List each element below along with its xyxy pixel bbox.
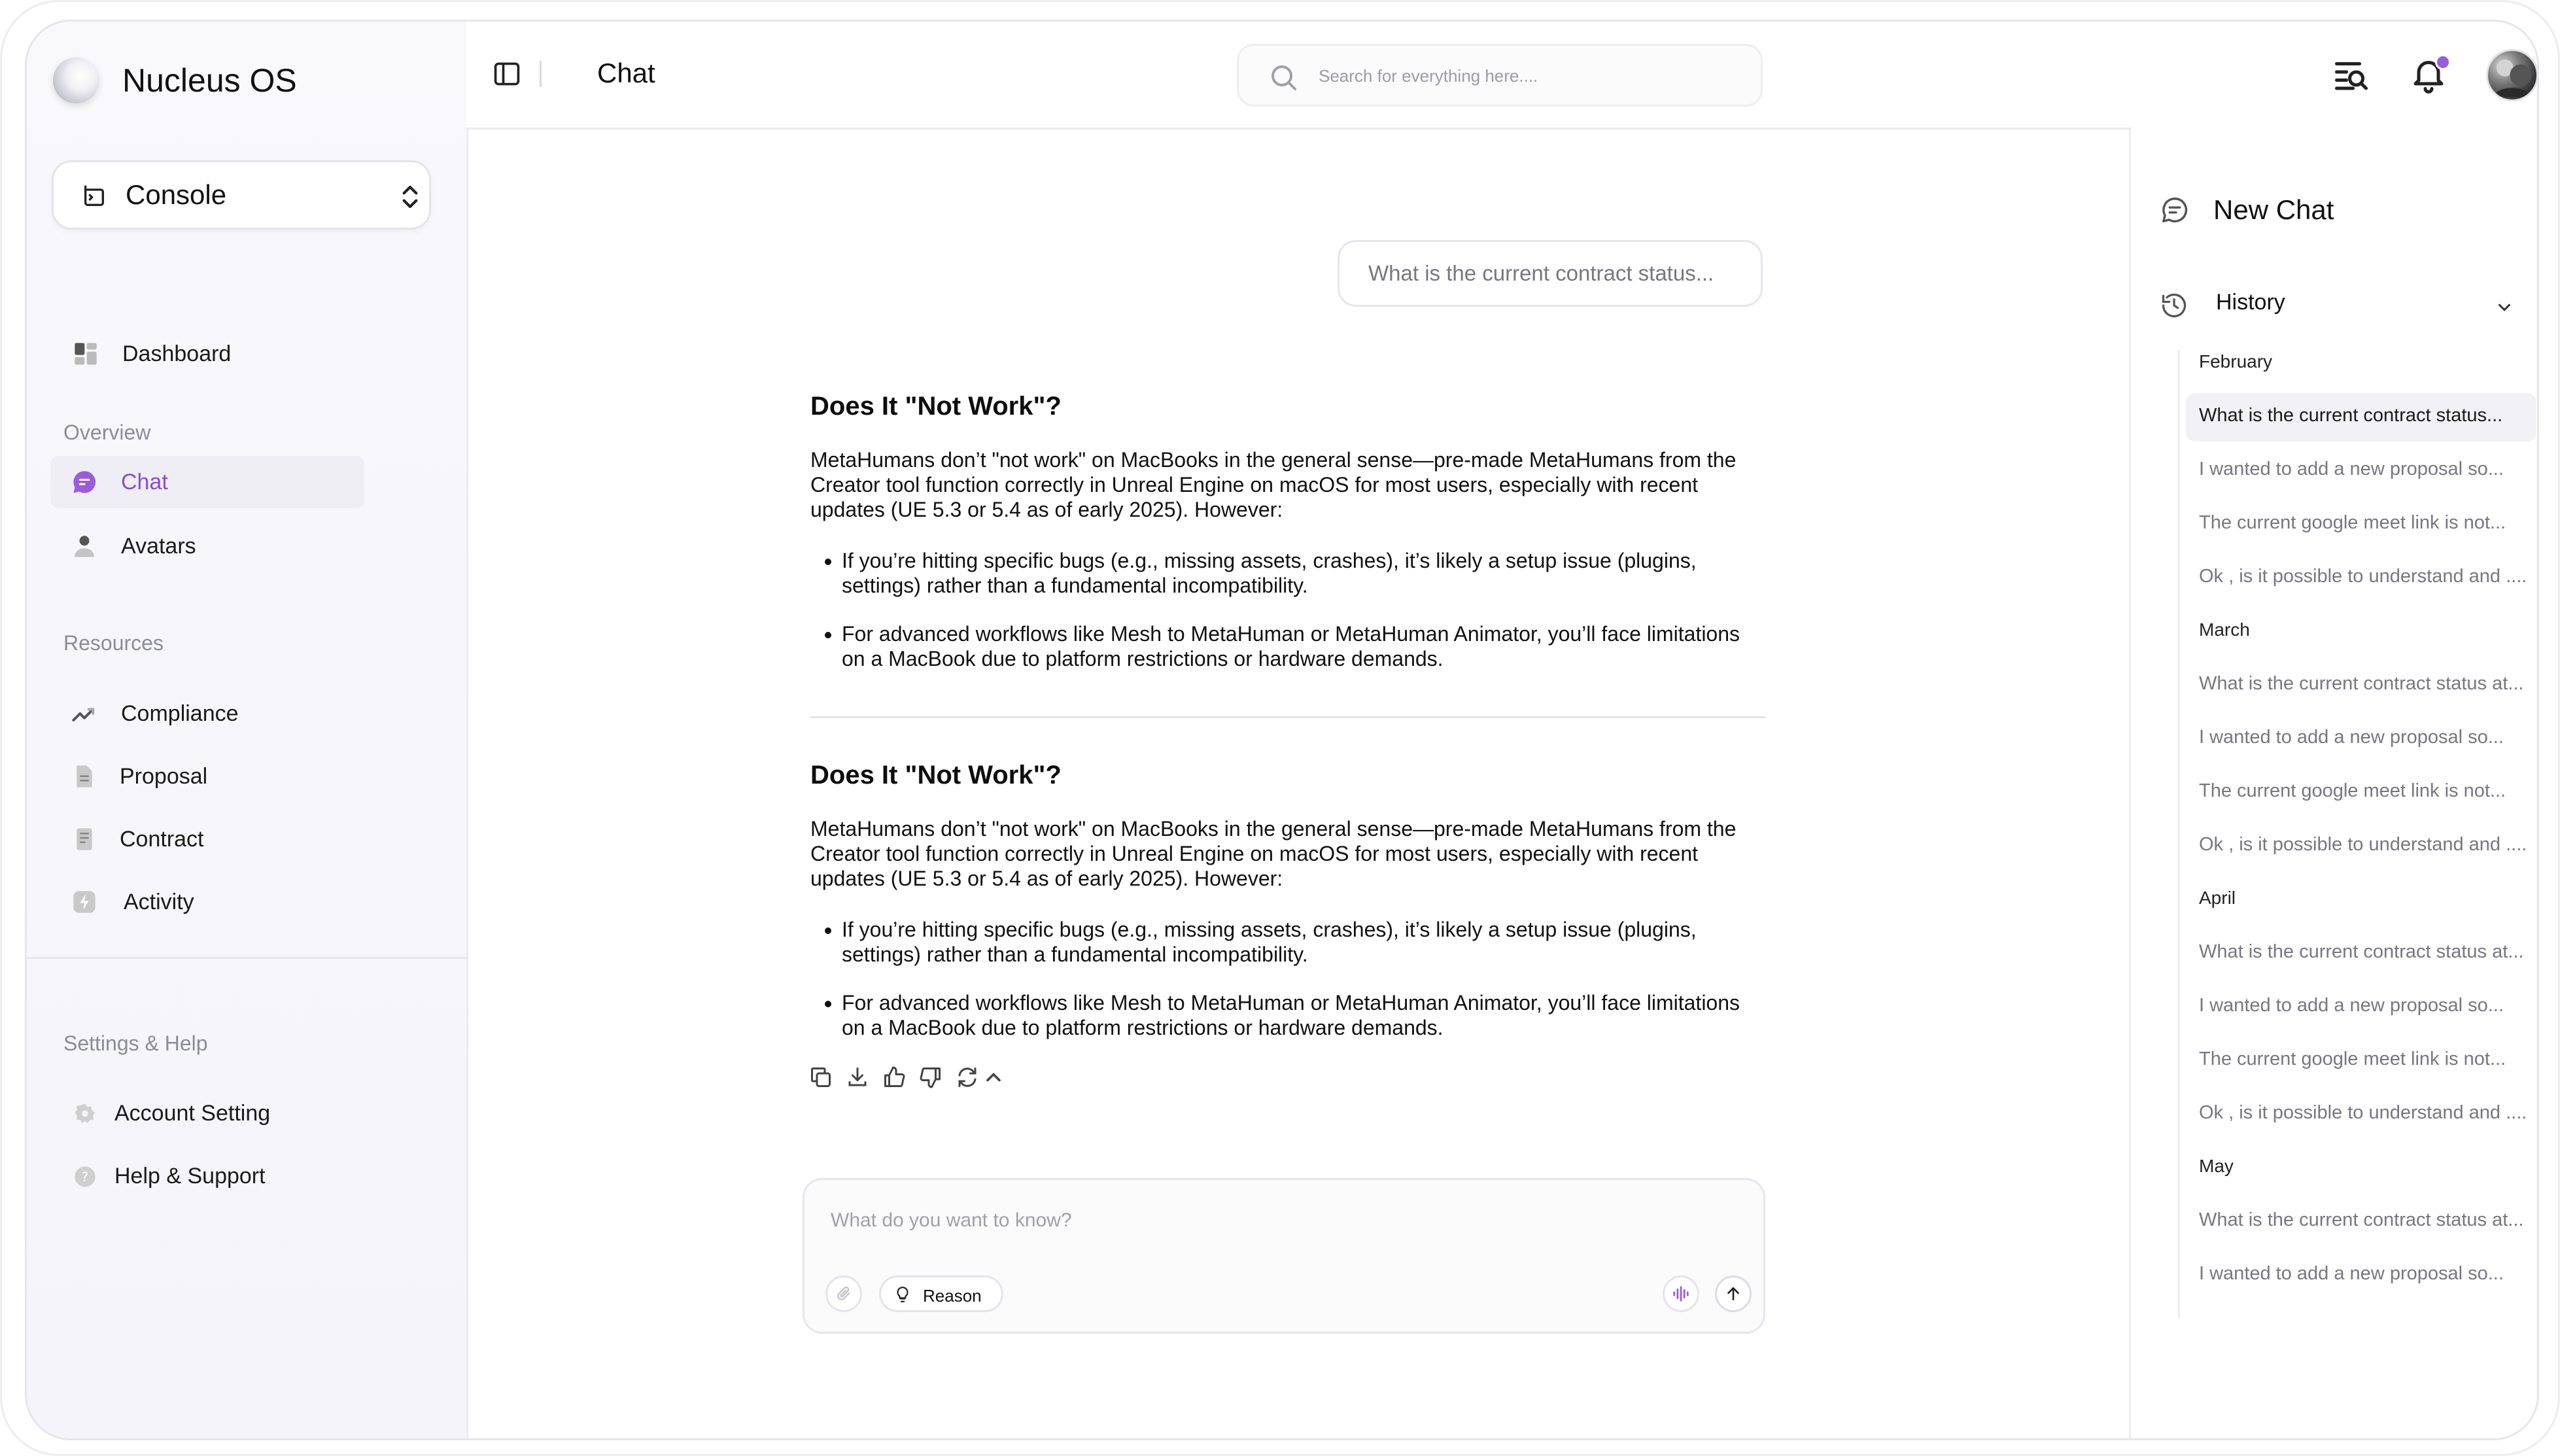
new-chat-button[interactable]: [2160, 194, 2334, 226]
contract-icon: [71, 826, 97, 852]
send-button[interactable]: [1715, 1275, 1752, 1312]
sidebar-item-contract[interactable]: [71, 826, 204, 852]
arrow-up-icon: [1725, 1285, 1742, 1302]
history-item[interactable]: The current google meet link is not...: [2199, 780, 2506, 801]
history-item[interactable]: I wanted to add a new proposal so...: [2199, 995, 2504, 1016]
sidebar-item-help-support[interactable]: [74, 1164, 266, 1189]
answer-bullet: • If you’re hitting specific bugs (e.g., missing assets, crashes), it’s likely a setup issue (plugins, settings) rather than a fundamental incompatibility.: [842, 917, 1765, 967]
sidebar-toggle-icon[interactable]: [493, 60, 521, 88]
new-chat-label: New Chat: [2213, 194, 2334, 225]
history-month: April: [2199, 888, 2236, 908]
answer-bullet-list: [810, 917, 1765, 1040]
brand-name: Nucleus OS: [122, 62, 297, 99]
voice-button[interactable]: [1663, 1275, 1699, 1312]
history-toggle[interactable]: [2160, 288, 2513, 321]
download-icon[interactable]: [846, 1066, 869, 1089]
sidebar-item-compliance[interactable]: [71, 701, 239, 727]
search-box[interactable]: [1237, 44, 1763, 107]
history-item[interactable]: What is the current contract status at...: [2199, 1209, 2524, 1230]
history-item[interactable]: Ok , is it possible to understand and ....: [2199, 566, 2527, 587]
sidebar-item-label: Contract: [120, 826, 204, 852]
history-clock-icon: [2160, 291, 2188, 320]
answer-bullet: • For advanced workflows like Mesh to MetaHuman or MetaHuman Animator, you’ll face limitations on a MacBook due to platform restrictions or hardware demands.: [842, 621, 1765, 671]
dashboard-icon: [73, 341, 99, 367]
history-item[interactable]: I wanted to add a new proposal so...: [2199, 1263, 2504, 1284]
user-avatar[interactable]: [2486, 49, 2538, 101]
brand[interactable]: [53, 58, 297, 103]
sidebar-item-label: Dashboard: [122, 341, 232, 366]
answer-bullet: • If you’re hitting specific bugs (e.g., missing assets, crashes), it’s likely a setup issue (plugins, settings) rather than a fundamental incompatibility.: [842, 548, 1765, 598]
sidebar-item-label: Avatars: [121, 533, 196, 559]
help-icon: [74, 1166, 96, 1188]
thumbs-down-icon[interactable]: [919, 1066, 943, 1089]
history-item[interactable]: The current google meet link is not...: [2199, 1049, 2506, 1069]
chat-bubble-icon: [2160, 195, 2190, 225]
history-item[interactable]: I wanted to add a new proposal so...: [2199, 727, 2504, 748]
sidebar-item-label: Activity: [124, 889, 194, 914]
chat-icon: [71, 469, 97, 495]
notification-badge: [2435, 54, 2451, 70]
sidebar-item-activity[interactable]: [71, 889, 194, 915]
history-month: May: [2199, 1156, 2234, 1176]
sidebar-item-label: Proposal: [120, 763, 208, 789]
copy-icon[interactable]: [809, 1066, 833, 1089]
brand-logo-icon: [53, 58, 99, 103]
assistant-answer: [810, 392, 1765, 695]
section-title-overview: Overview: [63, 421, 151, 444]
regenerate-icon[interactable]: [956, 1066, 979, 1089]
chevron-down-icon: [2495, 298, 2514, 317]
reason-label: Reason: [923, 1286, 982, 1306]
svg-text:?: ?: [81, 1169, 89, 1185]
avatar-photo-icon: [2488, 51, 2536, 99]
history-label: History: [2216, 290, 2285, 315]
sidebar-divider: [27, 957, 466, 959]
assistant-answer: [810, 761, 1765, 1064]
history-item[interactable]: The current google meet link is not...: [2199, 512, 2506, 533]
sidebar-item-chat[interactable]: [71, 469, 168, 495]
answer-divider: [810, 716, 1765, 718]
answer-bullet-list: [810, 548, 1765, 671]
history-item[interactable]: What is the current contract status...: [2199, 405, 2503, 426]
section-title-settings-help: Settings & Help: [63, 1031, 208, 1055]
trend-chart-icon: [71, 701, 97, 727]
chat-composer: [803, 1178, 1765, 1334]
thumbs-up-icon[interactable]: [882, 1066, 906, 1089]
history-item[interactable]: Ok , is it possible to understand and ....: [2199, 834, 2527, 855]
top-header: [466, 22, 2537, 130]
history-item[interactable]: What is the current contract status at...: [2199, 673, 2524, 694]
sidebar-item-proposal[interactable]: [71, 763, 207, 789]
sidebar-item-account-setting[interactable]: [74, 1101, 270, 1126]
console-icon: [81, 183, 107, 209]
header-separator: [540, 61, 542, 87]
attach-button[interactable]: [825, 1275, 862, 1312]
avatars-icon: [71, 533, 97, 559]
sidebar-item-label: Chat: [121, 469, 168, 494]
sidebar-item-label: Help & Support: [114, 1164, 266, 1188]
gear-icon: [74, 1103, 96, 1125]
chevron-updown-icon: [400, 182, 420, 212]
history-item[interactable]: What is the current contract status at...: [2199, 941, 2524, 962]
answer-heading: Does It "Not Work"?: [810, 392, 1062, 421]
search-icon: [1268, 61, 1299, 93]
user-message-bubble[interactable]: What is the current contract status...: [1338, 240, 1763, 307]
paperclip-icon: [835, 1285, 852, 1302]
answer-actions: [809, 1066, 1018, 1089]
lightbulb-icon: [894, 1285, 911, 1304]
workspace-label: Console: [126, 179, 227, 210]
search-input[interactable]: [1317, 60, 1738, 92]
history-month: February: [2199, 351, 2273, 372]
sidebar-item-dashboard[interactable]: [73, 341, 231, 367]
section-title-resources: Resources: [63, 631, 164, 655]
search-list-icon[interactable]: [2332, 56, 2371, 95]
answer-bullet: • For advanced workflows like Mesh to MetaHuman or MetaHuman Animator, you’ll face limitations on a MacBook due to platform restrictions or hardware demands.: [842, 990, 1765, 1040]
reason-button[interactable]: [879, 1275, 1003, 1312]
page-title: Chat: [597, 58, 655, 88]
chat-input[interactable]: [829, 1204, 1682, 1238]
history-item[interactable]: I wanted to add a new proposal so...: [2199, 459, 2504, 479]
activity-icon: [71, 889, 97, 915]
answer-heading: Does It "Not Work"?: [810, 761, 1062, 789]
chevron-up-icon[interactable]: [982, 1066, 1005, 1089]
sidebar-item-avatars[interactable]: [71, 533, 196, 559]
workspace-switcher[interactable]: [52, 160, 431, 230]
sidebar: [27, 22, 468, 1438]
history-month: March: [2199, 619, 2250, 640]
history-panel: [2129, 128, 2539, 1438]
sidebar-item-label: Compliance: [121, 701, 239, 726]
history-item[interactable]: Ok , is it possible to understand and ....: [2199, 1102, 2527, 1123]
answer-paragraph: MetaHumans don’t "not work" on MacBooks in the general sense—pre-made MetaHumans from the Creator tool function correctly in Unreal Engine on macOS for most users, especially with recent updates (UE 5.3 or 5.4 as of early 2025). However:: [810, 448, 1737, 521]
app-window: [25, 20, 2539, 1440]
sidebar-item-label: Account Setting: [114, 1101, 271, 1126]
history-tree-line: [2178, 350, 2180, 1318]
waveform-icon: [1672, 1285, 1690, 1303]
answer-paragraph: MetaHumans don’t "not work" on MacBooks in the general sense—pre-made MetaHumans from the Creator tool function correctly in Unreal Engine on macOS for most users, especially with recent updates (UE 5.3 or 5.4 as of early 2025). However:: [810, 817, 1737, 890]
document-icon: [71, 763, 97, 789]
